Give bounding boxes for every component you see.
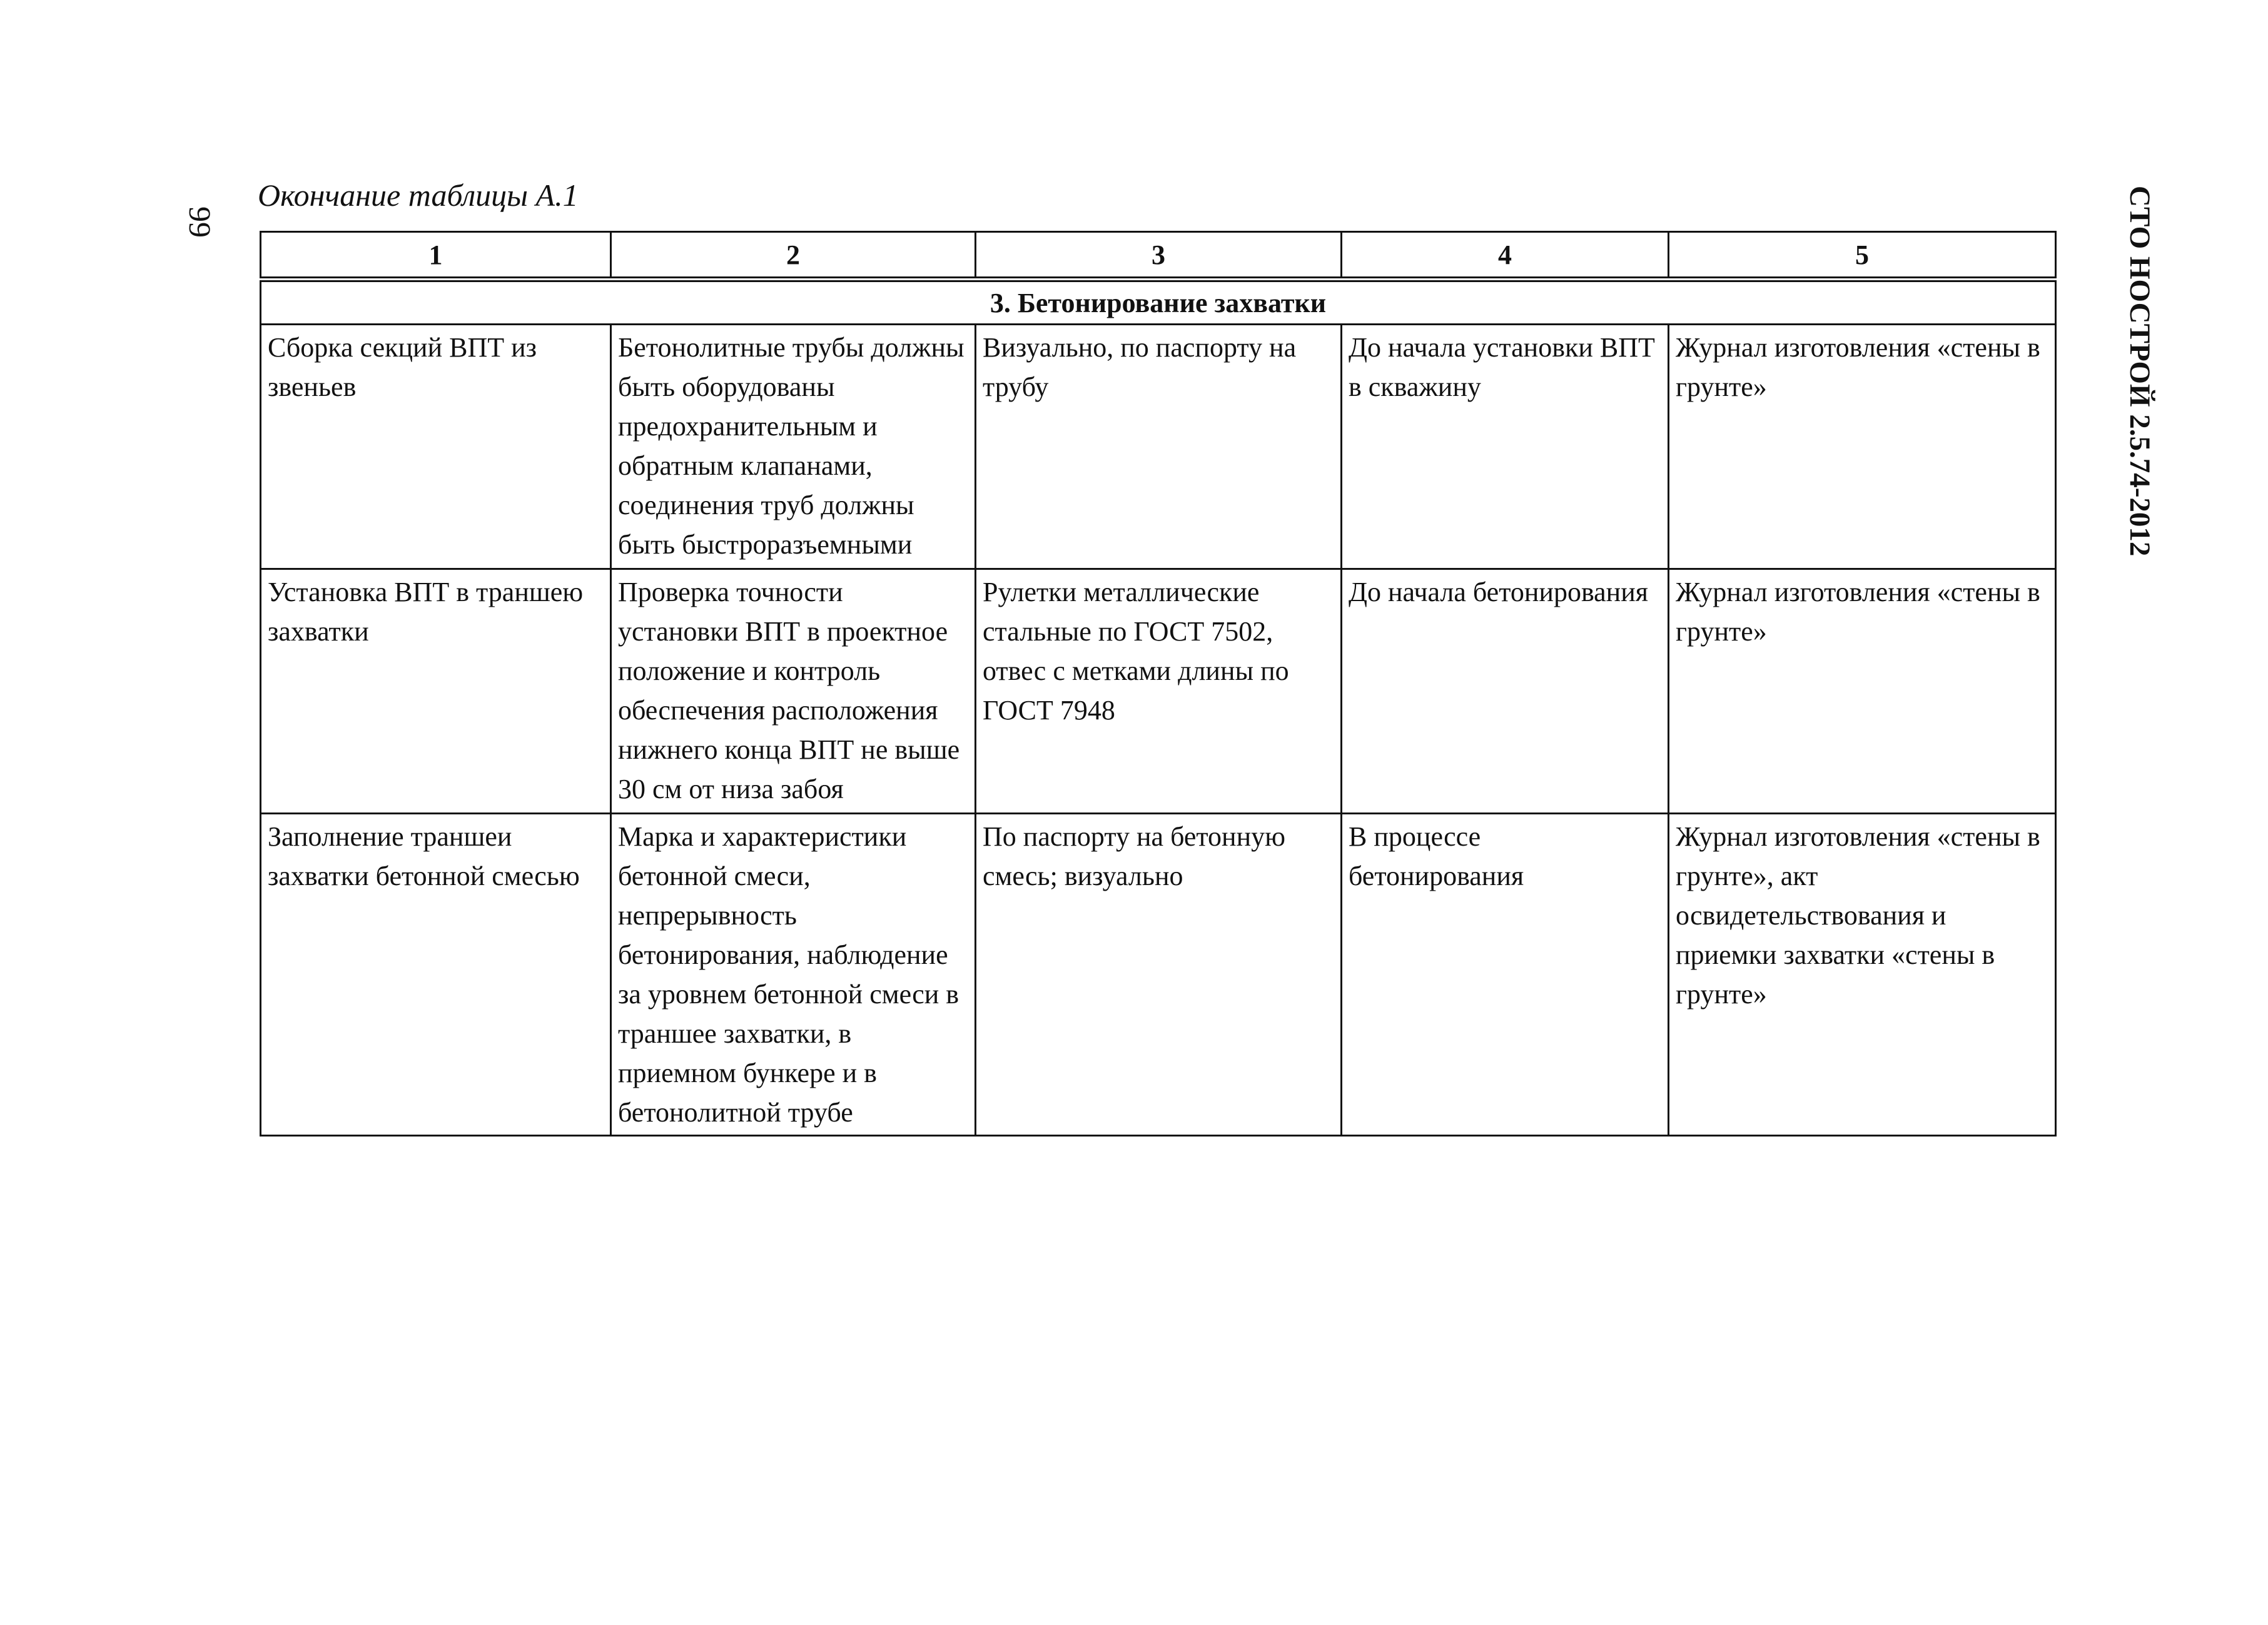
- table-cell-controlled-parameters: [611, 569, 976, 814]
- section-row: [261, 280, 2056, 325]
- column-number-2: 2: [611, 232, 976, 280]
- cell-text: Журнал изготовления «стены в грунте», акт освидетельствования и приемки захватки «стены в грунте»: [1676, 821, 2040, 1010]
- table-row: [261, 325, 2056, 569]
- table-cell-control-method: [976, 569, 1342, 814]
- table-cell-controlled-parameters: [611, 814, 976, 1136]
- cell-text: До начала установки ВПТ в скважину: [1349, 332, 1655, 402]
- table-header-row: [261, 232, 2056, 280]
- table-cell-control-method: [976, 325, 1342, 569]
- cell-text: Бетонолитные трубы должны быть оборудованы предохранительным и обратным клапанами, соединения труб должны быть быстроразъемными: [618, 332, 964, 560]
- document-code: СТО НОСТРОЙ 2.5.74-2012: [2124, 186, 2156, 557]
- table-cell-control-time: [1342, 814, 1669, 1136]
- column-number-3: 3: [976, 232, 1342, 280]
- cell-text: По паспорту на бетонную смесь; визуально: [983, 821, 1286, 891]
- cell-text: Проверка точности установки ВПТ в проектное положение и контроль обеспечения расположения нижнего конца ВПТ не выше 30 см от низа забоя: [618, 577, 960, 804]
- cell-text: Журнал изготовления «стены в грунте»: [1676, 332, 2040, 402]
- table-cell-operation: [261, 814, 611, 1136]
- table-row: [261, 814, 2056, 1136]
- cell-text: Визуально, по паспорту на трубу: [983, 332, 1297, 402]
- table-row: [261, 569, 2056, 814]
- table-caption: Окончание таблицы А.1: [258, 178, 579, 213]
- cell-text: До начала бетонирования: [1349, 577, 1648, 607]
- cell-text: В процессе бетонирования: [1349, 821, 1524, 891]
- cell-text: Рулетки металлические стальные по ГОСТ 7502, отвес с метками длины по ГОСТ 7948: [983, 577, 1289, 726]
- control-table: [260, 231, 2057, 1136]
- cell-text: Журнал изготовления «стены в грунте»: [1676, 577, 2040, 647]
- table-cell-documentation: [1669, 325, 2056, 569]
- page-number: 99: [183, 206, 218, 238]
- table-cell-control-method: [976, 814, 1342, 1136]
- table-cell-operation: [261, 569, 611, 814]
- table-cell-controlled-parameters: [611, 325, 976, 569]
- column-number-4: 4: [1342, 232, 1669, 280]
- section-title: 3. Бетонирование захватки: [261, 280, 2056, 325]
- table-cell-documentation: [1669, 814, 2056, 1136]
- cell-text: Сборка секций ВПТ из звеньев: [268, 332, 537, 402]
- cell-text: Установка ВПТ в траншею захватки: [268, 577, 584, 647]
- cell-text: Заполнение траншеи захватки бетонной смесью: [268, 821, 580, 891]
- column-number-5: 5: [1669, 232, 2056, 280]
- table-cell-operation: [261, 325, 611, 569]
- column-number-1: 1: [261, 232, 611, 280]
- cell-text: Марка и характеристики бетонной смеси, непрерывность бетонирования, наблюдение за уровнем бетонной смеси в траншее захватки, в приемном бункере и в бетонолитной трубе: [618, 821, 959, 1128]
- table-cell-control-time: [1342, 569, 1669, 814]
- table-cell-documentation: [1669, 569, 2056, 814]
- table-cell-control-time: [1342, 325, 1669, 569]
